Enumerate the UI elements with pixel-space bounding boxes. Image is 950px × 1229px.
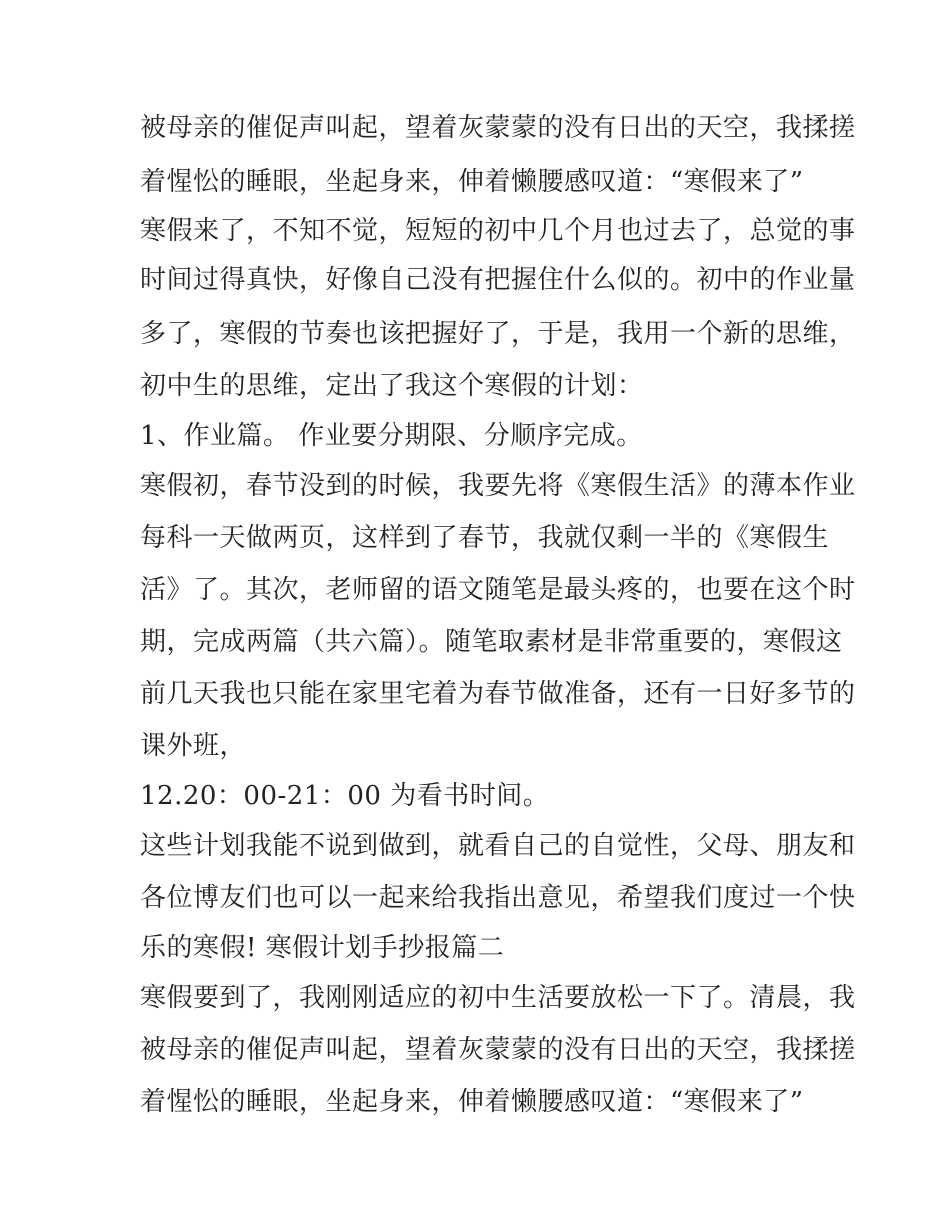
text-line: 课外班， [140,731,247,761]
text-line: 寒假来了，不知不觉，短短的初中几个月也过去了，总觉的事 [140,216,856,246]
text-line: 各位博友们也可以一起来给我指出意见，希望我们度过一个快 [140,883,856,913]
text-line: 被母亲的催促声叫起，望着灰蒙蒙的没有日出的天空，我揉搓 [140,113,856,143]
text-line: 1、作业篇。 作业要分期限、分顺序完成。 [140,421,643,451]
text-line: 寒假要到了，我刚刚适应的初中生活要放松一下了。清晨，我 [140,983,856,1013]
text-line: 乐的寒假! 寒假计划手抄报篇二 [140,933,505,963]
text-line: 12.20：00-21：00 为看书时间。 [140,781,550,811]
text-line: 时间过得真快，好像自己没有把握住什么似的。初中的作业量 [140,265,856,295]
text-line: 这些计划我能不说到做到，就看自己的自觉性，父母、朋友和 [140,831,856,861]
text-line: 着惺忪的睡眼，坐起身来，伸着懒腰感叹道：“寒假来了” [140,167,804,197]
text-line: 每科一天做两页，这样到了春节，我就仅剩一半的《寒假生 [140,523,830,553]
text-line: 寒假初，春节没到的时候，我要先将《寒假生活》的薄本作业 [140,471,856,501]
text-line: 期，完成两篇（共六篇）。随笔取素材是非常重要的，寒假这 [140,627,843,657]
text-line: 活》了。其次，老师留的语文随笔是最头疼的，也要在这个时 [140,575,856,605]
text-line: 着惺忪的睡眼，坐起身来，伸着懒腰感叹道：“寒假来了” [140,1087,804,1117]
text-line: 前几天我也只能在家里宅着为春节做准备，还有一日好多节的 [140,679,856,709]
text-line: 初中生的思维，定出了我这个寒假的计划： [140,371,644,401]
text-line: 被母亲的催促声叫起，望着灰蒙蒙的没有日出的天空，我揉搓 [140,1035,856,1065]
text-line: 多了，寒假的节奏也该把握好了，于是，我用一个新的思维， [140,319,856,349]
